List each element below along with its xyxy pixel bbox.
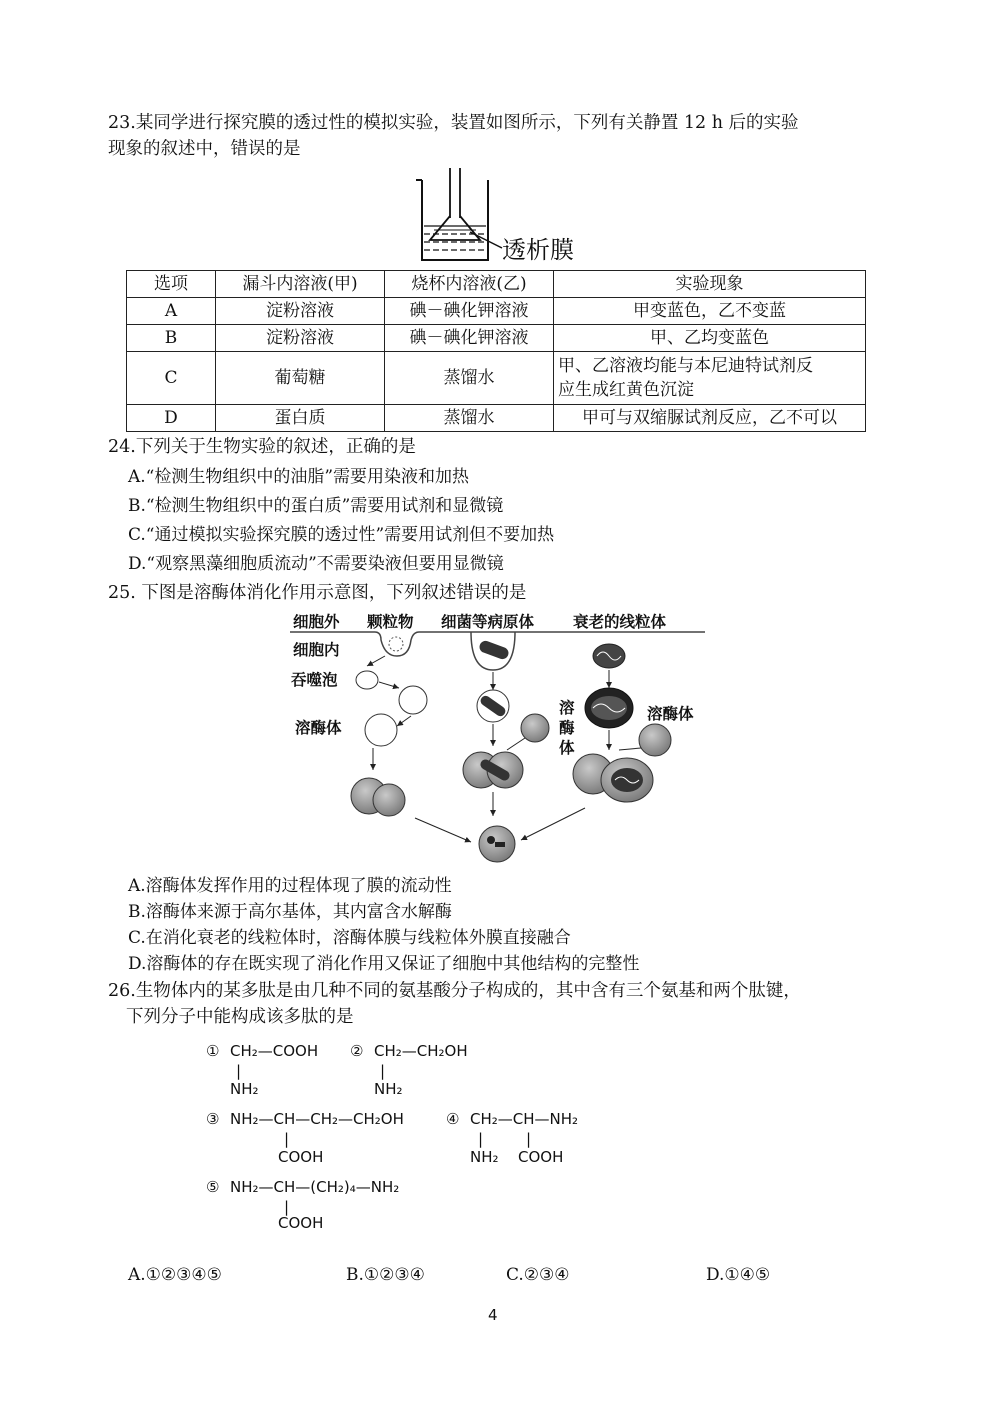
page-number: 4 (488, 1306, 498, 1324)
molecule-3-number: ③ (206, 1110, 220, 1128)
label-inside: 细胞内 (293, 641, 340, 659)
label-lysosome-left: 溶酶体 (295, 719, 342, 737)
table-row (127, 325, 866, 352)
table-cell: 碘－碘化钾溶液 (385, 298, 554, 325)
label-lysosome-right: 溶酶体 (647, 705, 694, 723)
table-row (127, 298, 866, 325)
molecule-2-main: CH₂—CH₂OH (374, 1042, 468, 1060)
table-cell (554, 352, 866, 405)
label-lysosome-mid-3: 体 (559, 739, 575, 757)
q23-table (126, 270, 866, 432)
q25-option-a: A.溶酶体发挥作用的过程体现了膜的流动性 (128, 876, 452, 896)
amino-acid-structures (200, 1036, 600, 1236)
table-cell: C (127, 352, 216, 405)
molecule-1-main: CH₂—COOH (230, 1042, 319, 1060)
q26-option-b: B.①②③④ (346, 1265, 425, 1285)
table-cell: 蛋白质 (216, 405, 385, 432)
q25-option-c: C.在消化衰老的线粒体时，溶酶体膜与线粒体外膜直接融合 (128, 928, 571, 948)
table-cell: 甲变蓝色，乙不变蓝 (554, 298, 866, 325)
label-particle: 颗粒物 (367, 613, 414, 631)
q25-option-b: B.溶酶体来源于高尔基体，其内富含水解酶 (128, 902, 452, 922)
table-cell: 葡萄糖 (216, 352, 385, 405)
molecule-5-number: ⑤ (206, 1178, 220, 1196)
label-mitochondria: 衰老的线粒体 (573, 613, 667, 631)
membrane-label: 透析膜 (502, 236, 574, 264)
molecule-4-main: CH₂—CH—NH₂ (470, 1110, 579, 1128)
molecule-4-sub2: COOH (518, 1148, 564, 1166)
lysosome-figure (285, 604, 710, 866)
label-phagosome: 吞噬泡 (291, 671, 338, 689)
lysosome-diagram (285, 604, 710, 866)
cell-line: 甲、乙溶液均能与本尼迪特试剂反 (558, 356, 813, 376)
bond-line: | (380, 1062, 386, 1080)
q24-stem: 24.下列关于生物实验的叙述，正确的是 (108, 437, 416, 457)
table-cell: A (127, 298, 216, 325)
molecule-4-sub1: NH₂ (470, 1148, 499, 1166)
bond-line: | (284, 1130, 290, 1148)
molecule-5-main: NH₂—CH—(CH₂)₄—NH₂ (230, 1178, 400, 1196)
q26-option-d: D.①④⑤ (706, 1265, 771, 1285)
table-cell: 甲可与双缩脲试剂反应，乙不可以 (554, 405, 866, 432)
table-row (127, 352, 866, 405)
molecule-2-number: ② (350, 1042, 364, 1060)
header-cell: 烧杯内溶液(乙) (385, 271, 554, 298)
q23-stem-line1: 23.某同学进行探究膜的透过性的模拟实验，装置如图所示，下列有关静置 12 h 后的实验 (108, 113, 799, 133)
label-lysosome-mid-2: 酶 (559, 719, 575, 737)
cell-line: 应生成红黄色沉淀 (558, 380, 694, 400)
q24-option-b: B.“检测生物组织中的蛋白质”需要用试剂和显微镜 (128, 496, 504, 516)
table-cell: 蒸馏水 (385, 405, 554, 432)
q23-stem-line2: 现象的叙述中，错误的是 (108, 139, 301, 159)
header-cell: 选项 (127, 271, 216, 298)
q26-option-c: C.②③④ (506, 1265, 570, 1285)
bond-line: | (236, 1062, 242, 1080)
q26-option-a: A.①②③④⑤ (128, 1265, 222, 1285)
bond-line: | (284, 1198, 290, 1216)
q24-option-d: D.“观察黑藻细胞质流动”不需要染液但要用显微镜 (128, 554, 504, 574)
header-cell: 实验现象 (554, 271, 866, 298)
table-cell: 碘－碘化钾溶液 (385, 325, 554, 352)
bond-line: | (478, 1130, 484, 1148)
bond-line: | (526, 1130, 532, 1148)
q24-option-c: C.“通过模拟实验探究膜的透过性”需要用试剂但不要加热 (128, 525, 555, 545)
table-cell: 淀粉溶液 (216, 298, 385, 325)
table-cell: 蒸馏水 (385, 352, 554, 405)
molecule-3-sub: COOH (278, 1148, 324, 1166)
molecule-5-sub: COOH (278, 1214, 324, 1232)
q25-option-d: D.溶酶体的存在既实现了消化作用又保证了细胞中其他结构的完整性 (128, 954, 640, 974)
table-cell: 甲、乙均变蓝色 (554, 325, 866, 352)
table-cell: D (127, 405, 216, 432)
label-lysosome-mid-1: 溶 (559, 699, 575, 717)
table-header-row (127, 271, 866, 298)
molecule-1-number: ① (206, 1042, 220, 1060)
molecule-2-sub: NH₂ (374, 1080, 403, 1098)
table-cell: B (127, 325, 216, 352)
molecule-1-sub: NH₂ (230, 1080, 259, 1098)
q24-option-a: A.“检测生物组织中的油脂”需要用染液和加热 (128, 467, 470, 487)
label-pathogen: 细菌等病原体 (441, 613, 535, 631)
table-cell: 淀粉溶液 (216, 325, 385, 352)
molecule-3-main: NH₂—CH—CH₂—CH₂OH (230, 1110, 404, 1128)
table-row (127, 405, 866, 432)
q26-stem-line2: 下列分子中能构成该多肽的是 (126, 1007, 354, 1027)
header-cell: 漏斗内溶液(甲) (216, 271, 385, 298)
q26-stem-line1: 26.生物体内的某多肽是由几种不同的氨基酸分子构成的，其中含有三个氨基和两个肽键， (108, 981, 801, 1001)
label-outside: 细胞外 (293, 613, 340, 631)
molecule-4-number: ④ (446, 1110, 460, 1128)
q25-stem: 25. 下图是溶酶体消化作用示意图，下列叙述错误的是 (108, 583, 527, 603)
